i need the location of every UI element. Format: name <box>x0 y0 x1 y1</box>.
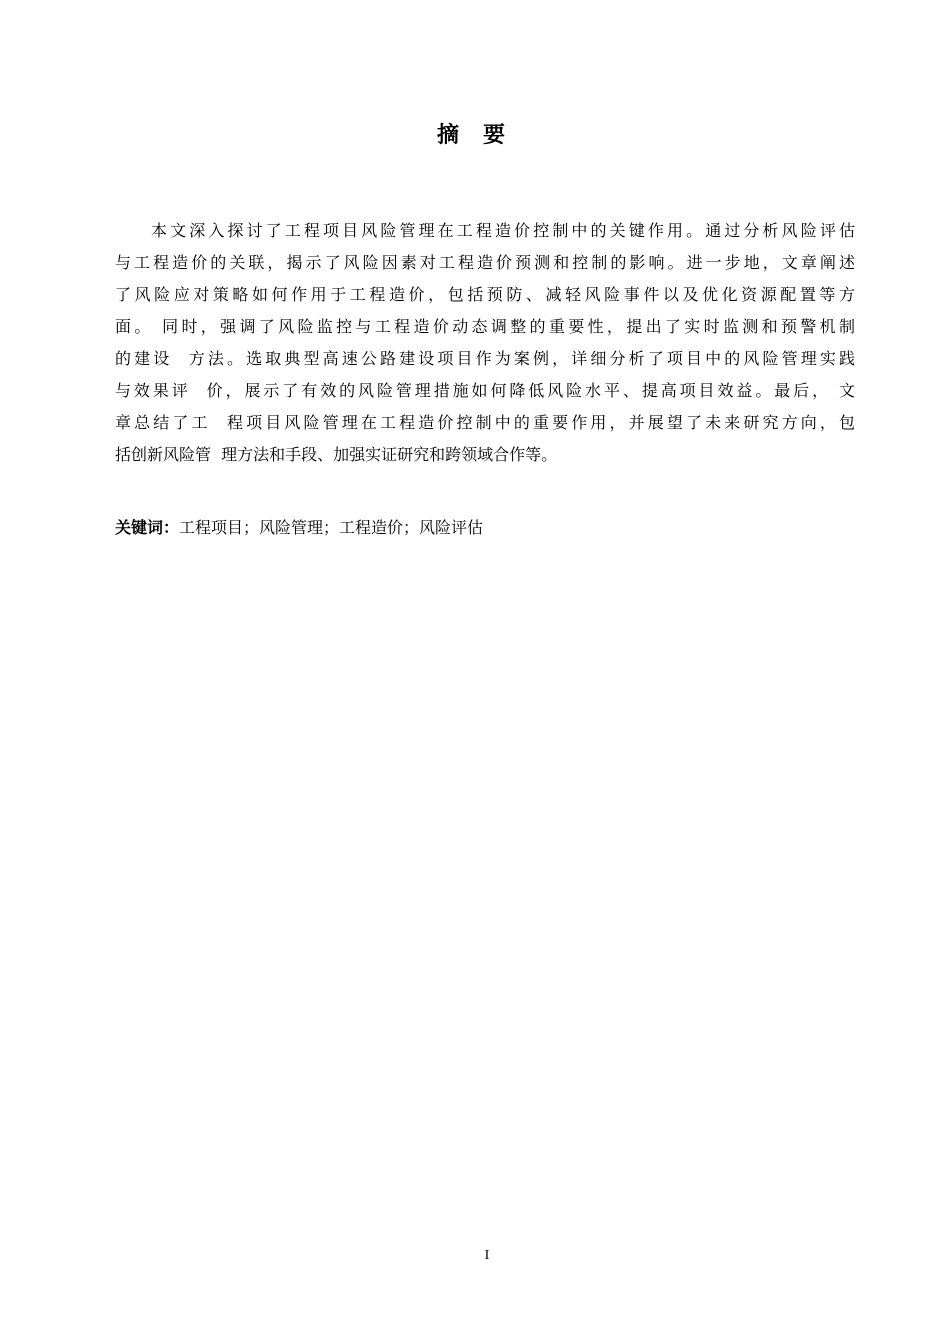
keywords-text: 工程项目；风险管理；工程造价；风险评估 <box>179 518 484 537</box>
abstract-line: 面。 同时，强调了风险监控与工程造价动态调整的重要性，提出了实时监测和预警机制 <box>115 317 855 336</box>
keywords <box>115 512 483 544</box>
keywords-label: 关键词： <box>115 518 180 537</box>
abstract-line: 了风险应对策略如何作用于工程造价，包括预防、减轻风险事件以及优化资源配置等方 <box>115 285 855 304</box>
abstract-line: 的建设 方法。选取典型高速公路建设项目作为案例，详细分析了项目中的风险管理实践 <box>115 349 855 368</box>
abstract-line: 与工程造价的关联，揭示了风险因素对工程造价预测和控制的影响。进一步地，文章阐述 <box>115 253 855 272</box>
abstract-line: 括创新风险管 理方法和手段、加强实证研究和跨领域合作等。 <box>115 445 558 464</box>
abstract-line: 与效果评 价，展示了有效的风险管理措施如何降低风险水平、提高项目效益。最后， 文 <box>115 381 855 400</box>
abstract-line: 章总结了工 程项目风险管理在工程造价控制中的重要作用，并展望了未来研究方向，包 <box>115 413 855 432</box>
abstract-title: 摘要 <box>436 123 529 148</box>
abstract-line: 本文深入探讨了工程项目风险管理在工程造价控制中的关键作用。通过分析风险评估 <box>151 221 855 240</box>
page-number: I <box>484 1248 490 1263</box>
abstract-body <box>115 215 855 471</box>
